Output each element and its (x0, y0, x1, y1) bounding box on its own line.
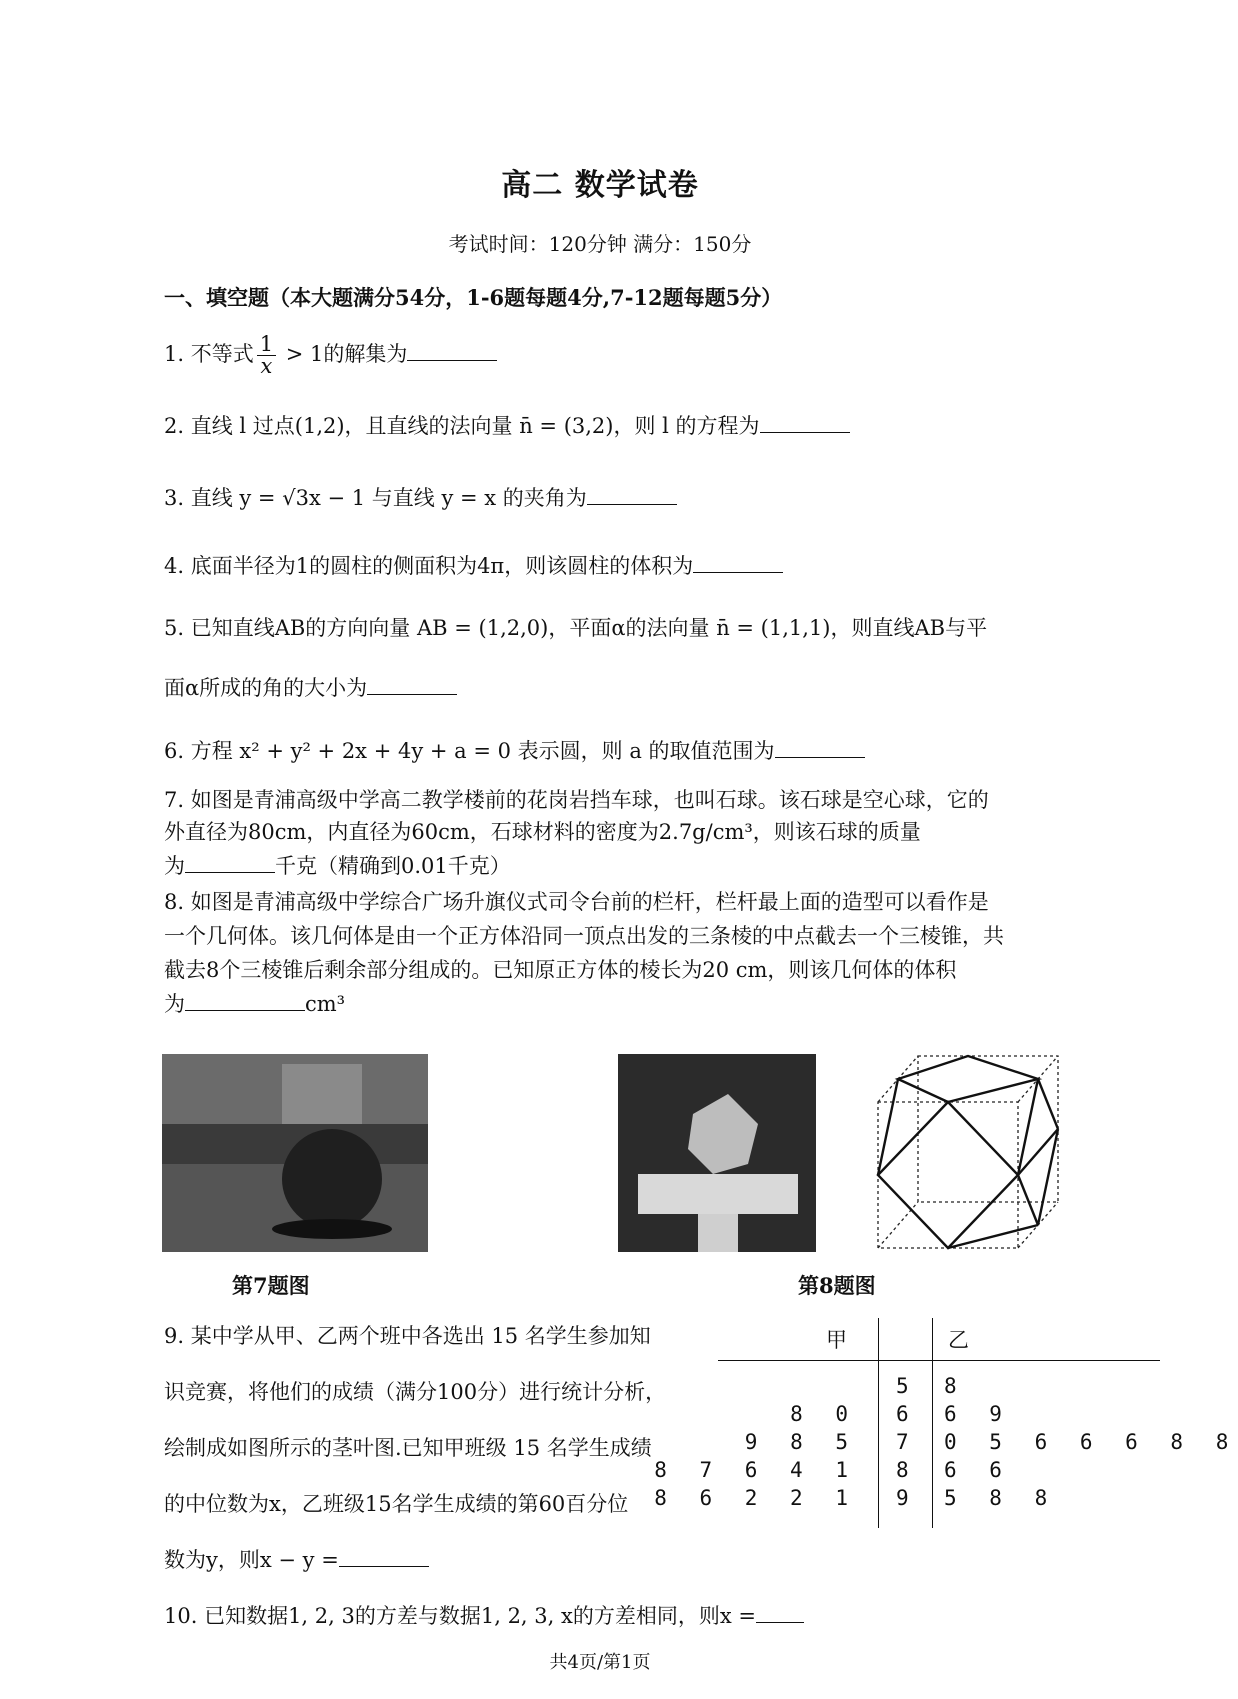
question-4 (164, 550, 783, 580)
question-9-line-5 (164, 1544, 429, 1574)
q1-fraction (257, 334, 276, 377)
q8-answer-blank[interactable] (185, 992, 305, 1011)
stem-9: 9 (896, 1486, 919, 1510)
yi-leaves-row-5: 8 (944, 1374, 967, 1398)
q6-answer-blank[interactable] (775, 739, 865, 758)
question-8-line-2: 一个几何体。该几何体是由一个正方体沿同一顶点出发的三条棱的中点截去一个三棱锥，共 (164, 924, 1004, 948)
stem-5: 5 (896, 1374, 919, 1398)
question-3 (164, 482, 677, 512)
question-8-line-3: 截去8个三棱锥后剩余部分组成的。已知原正方体的棱长为20 cm，则该几何体的体积 (164, 958, 957, 982)
q1-numerator: 1 (257, 334, 276, 356)
question-9-line-1: 9. 某中学从甲、乙两个班中各选出 15 名学生参加知 (164, 1324, 651, 1348)
q7-figure-caption: 第7题图 (232, 1273, 310, 1298)
question-8-line-4 (164, 988, 345, 1018)
q7-answer-blank[interactable] (185, 854, 275, 873)
q7-suffix: 千克（精确到0.01千克） (275, 854, 511, 878)
q1-prefix: 1. 不等式 (164, 342, 254, 366)
yi-leaves-row-8: 6 6 (944, 1458, 1012, 1482)
yi-leaves-row-9: 5 8 8 (944, 1486, 1058, 1510)
jia-leaves-row-6: 8 0 (790, 1402, 858, 1426)
stem-6: 6 (896, 1402, 919, 1426)
jia-leaves-row-9: 8 6 2 2 1 (654, 1486, 858, 1510)
q7-photo-drawing (162, 1054, 428, 1252)
q8-railing-photo (618, 1054, 816, 1252)
header-rule (718, 1360, 1160, 1361)
exam-info: 考试时间：120分钟 满分：150分 (448, 232, 752, 256)
q5-answer-blank[interactable] (367, 676, 457, 695)
question-7-line-1: 7. 如图是青浦高级中学高二教学楼前的花岗岩挡车球，也叫石球。该石球是空心球，它的 (164, 788, 989, 812)
q1-denominator: x (260, 354, 273, 378)
q8-geometry-diagram (870, 1050, 1066, 1256)
question-5-line-2 (164, 672, 457, 702)
q9-text: 数为y，则x − y = (164, 1548, 339, 1572)
cuboctahedron-drawing (870, 1050, 1066, 1256)
stem-7: 7 (896, 1430, 919, 1454)
jia-leaves-row-8: 8 7 6 4 1 (654, 1458, 858, 1482)
question-9-line-3: 绘制成如图所示的茎叶图.已知甲班级 15 名学生成绩 (164, 1436, 652, 1460)
stem-8: 8 (896, 1458, 919, 1482)
jia-leaves-row-7: 9 8 5 (744, 1430, 858, 1454)
q6-text: 6. 方程 x² + y² + 2x + 4y + a = 0 表示圆，则 a 的取值范围为 (164, 739, 775, 763)
question-5-line-1: 5. 已知直线AB的方向向量 AB = (1,2,0)，平面α的法向量 n̄ = (1,1,1)，则直线AB与平 (164, 616, 988, 640)
q10-text: 10. 已知数据1, 2, 3的方差与数据1, 2, 3, x的方差相同，则x = (164, 1604, 756, 1628)
question-1 (164, 334, 497, 377)
right-stem-divider (932, 1318, 933, 1528)
q1-answer-blank[interactable] (407, 342, 497, 361)
q8-figure-caption: 第8题图 (798, 1273, 876, 1298)
question-7-line-2: 外直径为80cm，内直径为60cm，石球材料的密度为2.7g/cm³，则该石球的质量 (164, 820, 921, 844)
page-footer: 共4页/第1页 (549, 1652, 651, 1673)
question-9-line-4: 的中位数为x，乙班级15名学生成绩的第60百分位 (164, 1492, 629, 1516)
q4-answer-blank[interactable] (693, 554, 783, 573)
q8-photo-drawing (618, 1054, 816, 1252)
q5-text: 面α所成的角的大小为 (164, 676, 368, 700)
q2-text: 2. 直线 l 过点(1,2)，且直线的法向量 n̄ = (3,2)，则 l 的方程为 (164, 414, 760, 438)
section-heading: 一、填空题（本大题满分54分，1-6题每题4分,7-12题每题5分） (164, 285, 783, 310)
class-yi-header: 乙 (948, 1328, 979, 1352)
question-2 (164, 410, 850, 440)
class-jia-header: 甲 (826, 1328, 857, 1352)
question-6 (164, 735, 865, 765)
yi-leaves-row-7: 0 5 6 6 6 8 8 (944, 1430, 1238, 1454)
q9-answer-blank[interactable] (339, 1548, 429, 1567)
q3-text: 3. 直线 y = √3x − 1 与直线 y = x 的夹角为 (164, 486, 587, 510)
q7-prefix: 为 (164, 854, 185, 878)
question-8-line-1: 8. 如图是青浦高级中学综合广场升旗仪式司令台前的栏杆，栏杆最上面的造型可以看作是 (164, 890, 989, 914)
q8-prefix: 为 (164, 992, 185, 1016)
yi-leaves-row-6: 6 9 (944, 1402, 1012, 1426)
q7-stone-ball-photo (162, 1054, 428, 1252)
question-10 (164, 1600, 804, 1630)
q3-answer-blank[interactable] (587, 486, 677, 505)
question-9-line-2: 识竞赛，将他们的成绩（满分100分）进行统计分析， (164, 1380, 667, 1404)
left-stem-divider (878, 1318, 879, 1528)
q4-text: 4. 底面半径为1的圆柱的侧面积为4π，则该圆柱的体积为 (164, 554, 694, 578)
stem-leaf-plot (654, 1318, 1238, 1528)
q2-answer-blank[interactable] (760, 414, 850, 433)
q10-answer-blank[interactable] (756, 1604, 804, 1623)
page-title: 高二 数学试卷 (501, 168, 699, 203)
q1-suffix: > 1的解集为 (279, 342, 408, 366)
question-7-line-3 (164, 850, 511, 880)
q8-suffix: cm³ (305, 992, 346, 1016)
